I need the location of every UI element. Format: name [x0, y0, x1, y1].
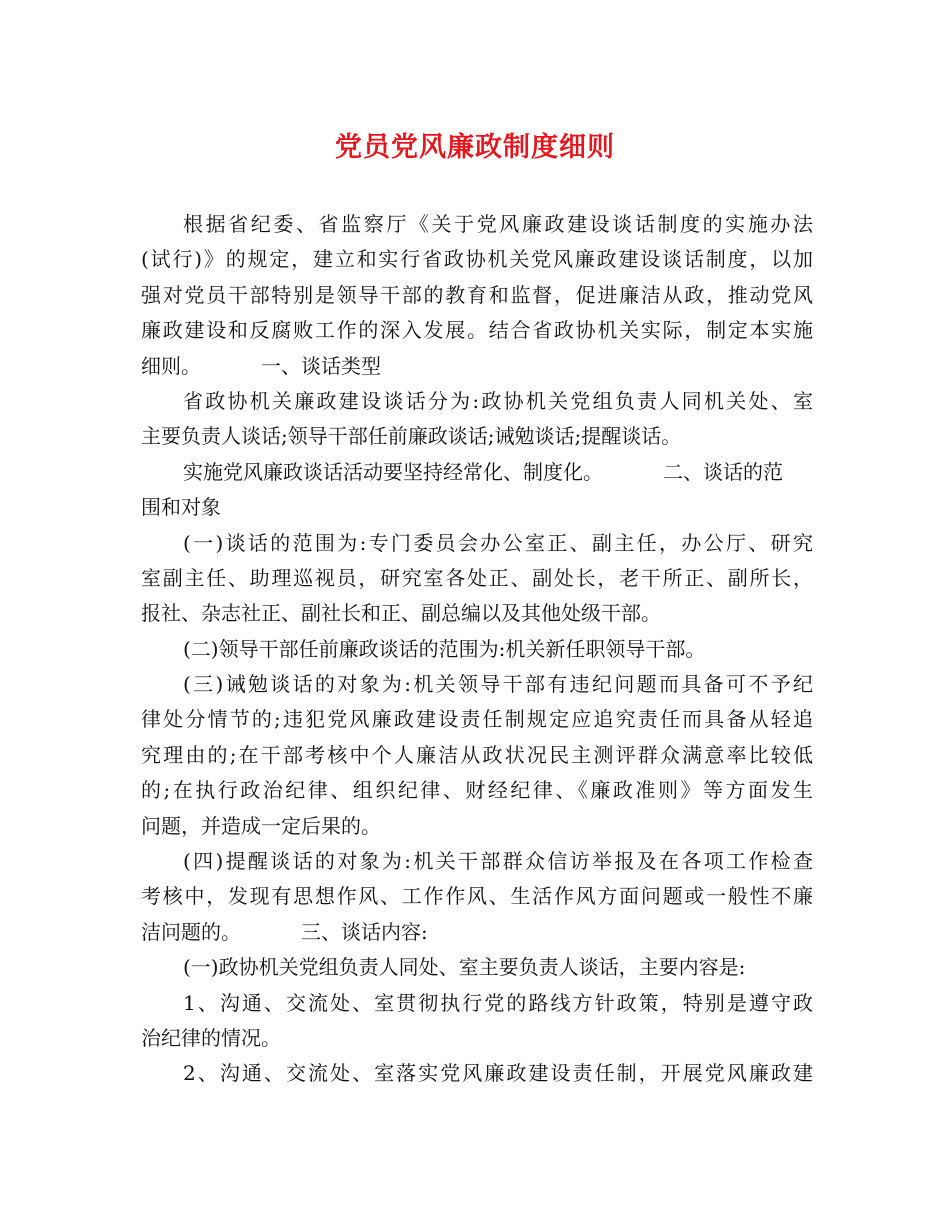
text-line: [141, 1057, 813, 1089]
text-line-main: (一)谈话的范围为:专门委员会办公室正、副主任，办公厅、研究: [183, 530, 813, 555]
text-line-main: 洁问题的。: [141, 919, 241, 944]
text-line: [141, 774, 813, 806]
text-line-main: (一)政协机关党组负责人同处、室主要负责人谈话，主要内容是:: [183, 955, 746, 980]
text-line: [141, 810, 813, 842]
text-line: [141, 739, 813, 771]
text-line: [141, 385, 813, 417]
text-line-main: 省政协机关廉政建设谈话分为:政协机关党组负责人同机关处、室: [183, 388, 813, 413]
text-line: [141, 703, 813, 735]
text-line: [141, 350, 813, 382]
text-line: [141, 314, 813, 346]
text-line-main: 围和对象: [141, 495, 221, 520]
text-line: [141, 597, 813, 629]
text-line: [141, 987, 813, 1019]
text-line: [141, 668, 813, 700]
text-line-main: (三)诫勉谈话的对象为:机关领导干部有违纪问题而具备可不予纪: [183, 672, 813, 697]
text-line: [141, 420, 813, 452]
text-line-main: 治纪律的情况。: [141, 1025, 281, 1050]
text-line-main: (试行)》的规定，建立和实行省政协机关党风廉政建设谈话制度，以加: [141, 247, 813, 272]
text-line-main: 的;在执行政治纪律、组织纪律、财经纪律、《廉政准则》等方面发生: [141, 778, 813, 803]
text-line: [141, 916, 813, 948]
text-line: [141, 562, 813, 594]
document-body: [141, 208, 813, 1093]
text-line-main: 1、沟通、交流处、室贯彻执行党的路线方针政策，特别是遵守政: [183, 990, 813, 1015]
text-line-main: 主要负责人谈话;领导干部任前廉政谈话;诫勉谈话;提醒谈话。: [141, 424, 682, 449]
text-line: [141, 208, 813, 240]
text-line-main: 室副主任、助理巡视员，研究室各处正、副处长，老干所正、副所长，: [141, 565, 813, 590]
text-line-main: (四)提醒谈话的对象为:机关干部群众信访举报及在各项工作检查: [183, 849, 813, 874]
text-line: [141, 845, 813, 877]
section-heading: 三、谈话内容:: [301, 919, 428, 944]
text-line-main: 律处分情节的;违犯党风廉政建设责任制规定应追究责任而具备从轻追: [141, 707, 813, 732]
section-heading: 一、谈话类型: [261, 353, 381, 378]
text-line-main: 强对党员干部特别是领导干部的教育和监督，促进廉洁从政，推动党风: [141, 282, 813, 307]
text-line-main: 究理由的;在干部考核中个人廉洁从政状况民主测评群众满意率比较低: [141, 742, 813, 767]
text-line: [141, 633, 813, 665]
text-line: [141, 491, 813, 523]
text-line-main: 2、沟通、交流处、室落实党风廉政建设责任制，开展党风廉政建: [183, 1061, 813, 1086]
text-line: [141, 527, 813, 559]
text-line: [141, 951, 813, 983]
text-line: [141, 243, 813, 275]
text-line-main: 实施党风廉政谈话活动要坚持经常化、制度化。: [183, 459, 603, 484]
text-line-main: 根据省纪委、省监察厅《关于党风廉政建设谈话制度的实施办法: [183, 212, 813, 236]
text-line: [141, 279, 813, 311]
text-line: [141, 1022, 813, 1054]
text-line-main: 问题，并造成一定后果的。: [141, 813, 381, 838]
text-line-main: 廉政建设和反腐败工作的深入发展。结合省政协机关实际，制定本实施: [141, 318, 813, 343]
document-title: 党员党风廉政制度细则: [335, 132, 615, 163]
text-line: [141, 880, 813, 912]
section-heading: 二、谈话的范: [663, 459, 783, 484]
text-line-main: (二)领导干部任前廉政谈话的范围为:机关新任职领导干部。: [183, 636, 706, 661]
text-line: [141, 456, 813, 488]
text-line-main: 报社、杂志社正、副社长和正、副总编以及其他处级干部。: [141, 601, 661, 626]
text-line-main: 考核中，发现有思想作风、工作作风、生活作风方面问题或一般性不廉: [141, 884, 813, 909]
text-line-main: 细则。: [141, 353, 201, 378]
